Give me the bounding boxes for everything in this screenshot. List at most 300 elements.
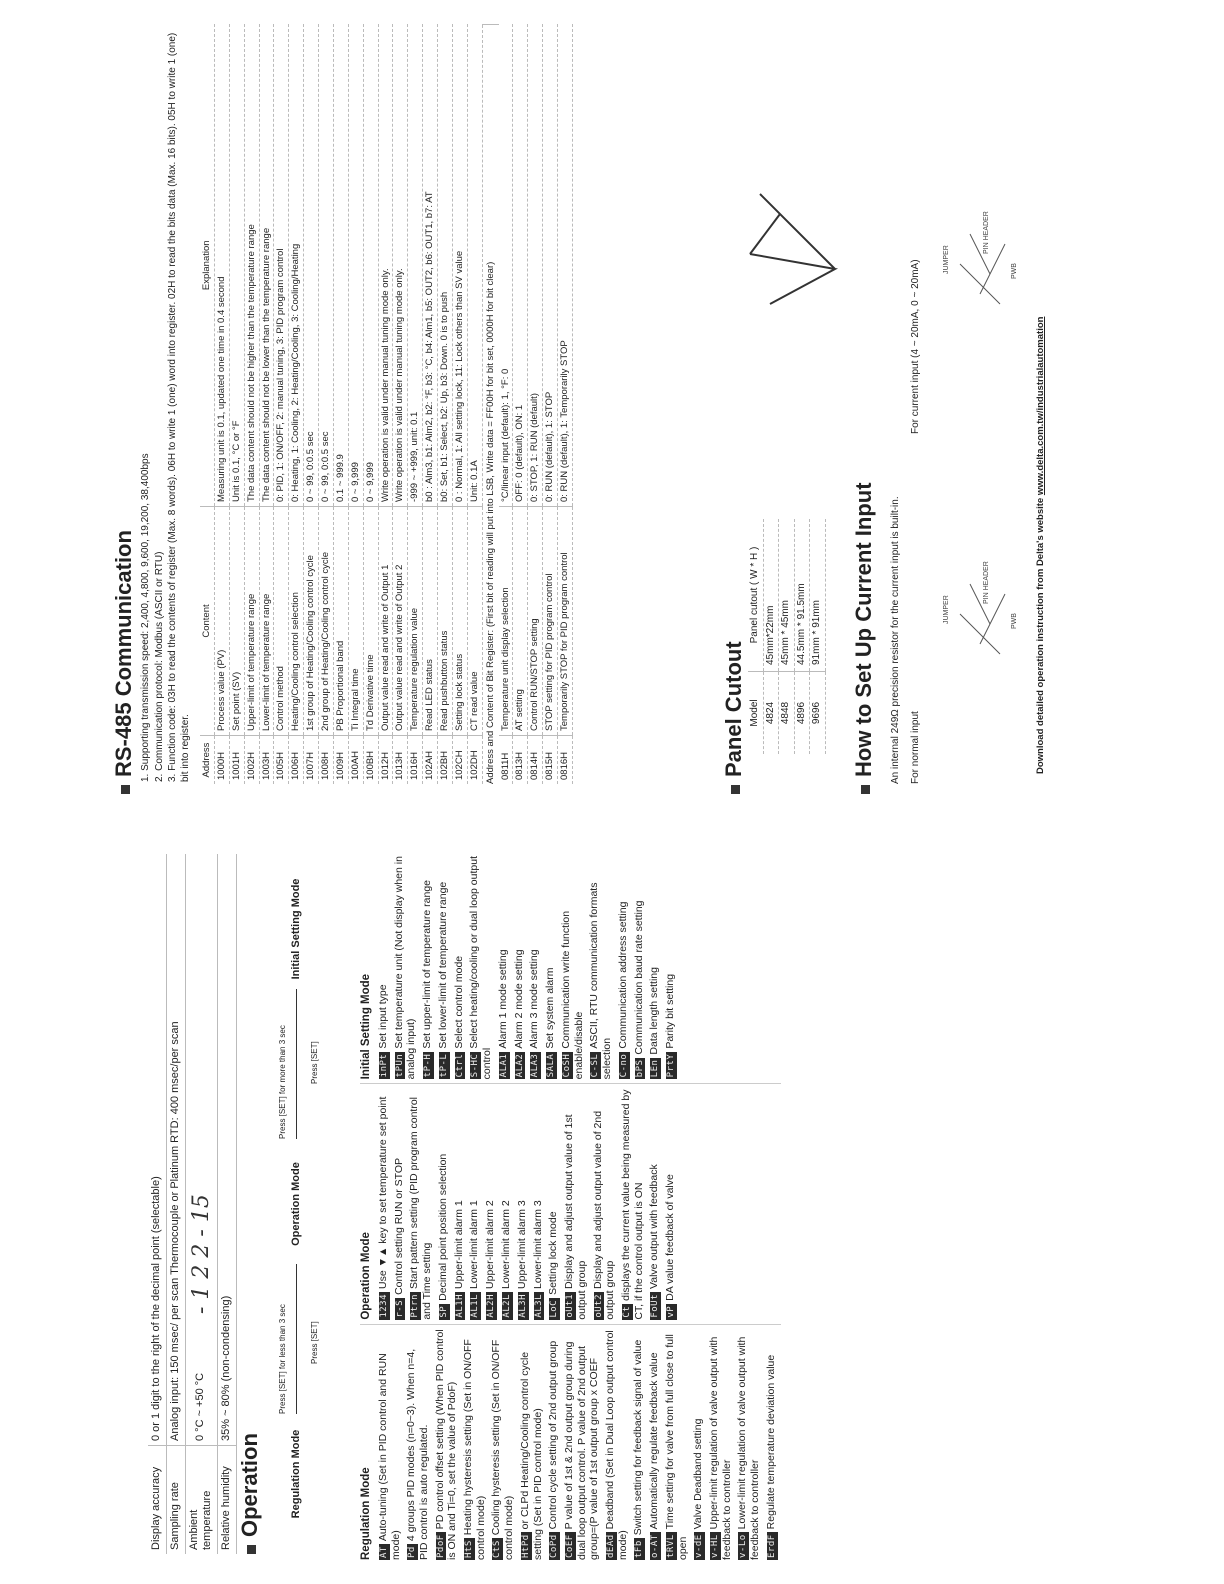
- lcd-code: ALA1: [498, 1053, 509, 1078]
- spec-row: [166, 854, 185, 1554]
- mode-item: [648, 1088, 661, 1319]
- address-body: [214, 25, 572, 785]
- flow-label-press: Press [SET]: [310, 1041, 319, 1084]
- address-cell: 1006H: [289, 736, 304, 785]
- spec-value: 35% ~ 80% (non-condensing): [218, 854, 237, 1446]
- explanation-cell: 0 ~ 9,999: [363, 25, 378, 507]
- rs485-heading: [110, 530, 138, 794]
- model-cell: 4896: [794, 672, 810, 755]
- table-row: [558, 25, 573, 785]
- column-header: Panel cutout ( W * H ): [748, 519, 763, 672]
- lcd-code: PrtY: [666, 1053, 677, 1078]
- lcd-code: r-S: [394, 1299, 405, 1318]
- lcd-code: HtS: [463, 1540, 474, 1558]
- item-text: Select control mode: [452, 955, 465, 1049]
- table-row: [319, 25, 334, 785]
- regulation-heading: Regulation Mode: [360, 1467, 372, 1560]
- content-cell: Control RUN/STOP setting: [528, 507, 543, 736]
- mode-item: [528, 848, 541, 1079]
- item-text: Control cycle setting of 2nd output group: [547, 1340, 560, 1530]
- content-cell: Ti Integral time: [348, 507, 363, 736]
- lcd-code: tRVL: [665, 1534, 676, 1558]
- content-cell: Heating/Cooling control selection: [289, 507, 304, 736]
- address-cell: 0814H: [528, 736, 543, 785]
- explanation-cell: b0 : Alm3, b1: Alm2, b2: °F, b3: °C, b4: Alm1, b5: OUT2, b6: OUT1, b7: AT: [423, 25, 438, 507]
- cutout-cell: 44.5mm * 91.5mm: [794, 519, 810, 672]
- lcd-code: tP-H: [422, 1053, 433, 1078]
- lcd-code: S-HC: [470, 1053, 481, 1078]
- content-cell: 1st group of Heating/Cooling control cycle: [304, 507, 319, 736]
- explanation-cell: Write operation is valid under manual tuning mode only.: [393, 25, 408, 507]
- mode-item: [664, 848, 677, 1079]
- lcd-code: ErdF: [766, 1534, 777, 1558]
- table-row: [499, 25, 513, 785]
- lcd-code: AL1L: [470, 1293, 481, 1318]
- mode-item: [648, 1329, 661, 1560]
- table-row: [229, 25, 244, 785]
- mode-columns: [360, 844, 781, 1564]
- item-text: Lower-limit regulation of valve output with feedback to controller: [736, 1336, 762, 1560]
- item-text: Lower-limit alarm 1: [468, 1200, 481, 1289]
- flow-label-press: Press [SET]: [310, 1321, 319, 1364]
- mode-item: [484, 1088, 497, 1319]
- mode-item: [453, 1088, 466, 1319]
- item-text: Communication baud rate setting: [632, 900, 645, 1055]
- lcd-code: bPS: [634, 1059, 645, 1078]
- lcd-code: vP: [666, 1305, 677, 1318]
- explanation-cell: 0: PID, 1: ON/OFF, 2: manual tuning, 3: PID program control: [274, 25, 289, 507]
- bit-register-note: Address and Content of Bit Register: (First bit of reading will put into LSB, Write data = FF00H for bit set, 0000H for bit clear): [482, 25, 498, 785]
- table-row: [348, 25, 363, 785]
- lcd-code: LEn: [650, 1059, 661, 1078]
- current-input-heading: [850, 482, 878, 794]
- mode-item: [462, 1329, 487, 1560]
- content-cell: CT read value: [467, 507, 482, 736]
- flow-arrow: [296, 1264, 297, 1414]
- item-text: Time setting for valve from full close to full open: [663, 1334, 689, 1560]
- explanation-cell: Write operation is valid under manual tuning mode only.: [378, 25, 393, 507]
- explanation-cell: Unit: 0.1A: [467, 25, 482, 507]
- address-header-row: [200, 25, 214, 785]
- mode-item: [664, 1088, 677, 1319]
- table-row: [810, 519, 826, 754]
- item-text: 4 groups PID modes (n=0~3). When n=4, PID control is auto regulated.: [405, 1348, 430, 1560]
- current-input-title: How to Set Up Current Input: [851, 482, 876, 777]
- item-text: Communication address setting: [616, 901, 629, 1049]
- item-text: Lower-limit alarm 2: [499, 1200, 512, 1289]
- lcd-code: AL3H: [517, 1293, 528, 1318]
- explanation-cell: °C/linear input (default): 1, °F: 0: [499, 25, 513, 507]
- lcd-code: CoEF: [564, 1534, 575, 1558]
- mode-item: [437, 848, 450, 1079]
- content-cell: 2nd group of Heating/Cooling control cycle: [319, 507, 334, 736]
- mode-item: [497, 848, 510, 1079]
- address-cell: 100BH: [363, 736, 378, 785]
- item-text: DA value feedback of valve: [664, 1174, 677, 1301]
- item-text: Start pattern setting (PID program control and Time setting: [408, 1096, 434, 1320]
- item-text: Auto-tuning (Set in PID control and RUN mode): [376, 1353, 402, 1560]
- opmode-heading: Operation Mode: [360, 1232, 372, 1320]
- lcd-code: o-AT: [650, 1534, 661, 1558]
- table-row: [304, 25, 319, 785]
- lcd-code: CoSH: [561, 1053, 572, 1078]
- address-cell: 1001H: [229, 736, 244, 785]
- lcd-code: oUt2: [593, 1293, 604, 1318]
- mode-item: [632, 1329, 645, 1560]
- mode-item: [408, 1088, 433, 1319]
- address-cell: 1002H: [244, 736, 259, 785]
- item-text: Upper-limit regulation of valve output with feedback to controller: [708, 1336, 733, 1560]
- explanation-cell: 0: RUN (default), 1: STOP: [543, 25, 558, 507]
- table-row: [393, 25, 408, 785]
- table-row: [543, 25, 558, 785]
- item-text: Alarm 2 mode setting: [512, 949, 525, 1049]
- address-cell: 1012H: [378, 736, 393, 785]
- initmode-heading: Initial Setting Mode: [360, 973, 372, 1080]
- item-text: Upper-limit alarm 1: [452, 1200, 465, 1289]
- explanation-cell: OFF: 0 (default), ON: 1: [513, 25, 528, 507]
- mode-item: [453, 848, 466, 1079]
- lcd-code: HtPd: [520, 1534, 531, 1558]
- jumper-label: JUMPER: [943, 245, 950, 274]
- address-table: [200, 24, 573, 784]
- mode-item: [405, 1329, 430, 1560]
- mode-flow-diagram: [270, 844, 350, 1524]
- address-cell: 1013H: [393, 736, 408, 785]
- table-row: [259, 25, 274, 785]
- item-text: Use ▼▲ key to set temperature set point: [376, 1096, 389, 1289]
- explanation-cell: 0: RUN (default), 1: Temporarily STOP: [558, 25, 573, 507]
- lcd-code: AL3L: [533, 1293, 544, 1318]
- bullet-square-icon: [861, 785, 870, 794]
- lcd-code: dEAd: [605, 1534, 616, 1558]
- item-text: Deadband (Set in Dual Loop output control mode): [603, 1330, 629, 1560]
- mode-item: [633, 848, 646, 1079]
- table-row: [214, 25, 229, 785]
- content-cell: Read pushbutton status: [438, 507, 453, 736]
- flow-label-less: Press [SET] for less than 3 sec: [278, 1304, 287, 1414]
- table-row: [452, 25, 467, 785]
- model-cell: 9696: [810, 672, 826, 755]
- table-row: [333, 25, 348, 785]
- footer-text: Download detailed operation instruction from Delta's website: [1035, 495, 1046, 774]
- content-cell: Temperature unit display selection: [499, 507, 513, 736]
- address-cell: 0811H: [499, 736, 513, 785]
- content-cell: PB Proportional band: [333, 507, 348, 736]
- lcd-code: Ct: [621, 1305, 632, 1318]
- content-cell: STOP setting for PID program control: [543, 507, 558, 736]
- jumper-label: JUMPER: [943, 595, 950, 624]
- spec-value: 0 °C ~ +50 °C: [185, 854, 218, 1446]
- item-text: Set upper-limit of temperature range: [420, 879, 433, 1049]
- mode-item: [393, 1088, 406, 1319]
- address-cell: 1003H: [259, 736, 274, 785]
- explanation-cell: Measuring unit is 0.1, updated one time in 0.4 second: [214, 25, 229, 507]
- table-row: [244, 25, 259, 785]
- lcd-code: inPt: [378, 1053, 389, 1078]
- item-text: Valve Deadband setting: [692, 1418, 705, 1530]
- address-cell: 1007H: [304, 736, 319, 785]
- mode-item: [468, 848, 493, 1079]
- cutout-cell: 45mm * 45mm: [779, 519, 795, 672]
- table-row: [363, 25, 378, 785]
- address-cell: 1008H: [319, 736, 334, 785]
- lcd-code: CoPd: [549, 1534, 560, 1558]
- pwb-label: PWB: [1011, 613, 1018, 629]
- spec-key: Ambient temperature: [185, 1446, 218, 1555]
- item-text: or CLPd Heating/Cooling control cycle setting (Set in PID control mode): [518, 1351, 544, 1560]
- cutout-cell: 91mm * 91mm: [810, 519, 826, 672]
- lcd-code: SALA: [546, 1053, 557, 1078]
- current-input-diagram: [930, 194, 1020, 324]
- explanation-cell: The data content should not be lower than the temperature range: [259, 25, 274, 507]
- address-cell: 102DH: [467, 736, 482, 785]
- address-cell: 102CH: [452, 736, 467, 785]
- mode-item: [592, 1088, 617, 1319]
- item-text: Upper-limit alarm 2: [484, 1200, 497, 1289]
- content-cell: Read LED status: [423, 507, 438, 736]
- item-text: ASCII, RTU communication formats selection: [588, 882, 614, 1080]
- address-cell: 100AH: [348, 736, 363, 785]
- explanation-cell: 0: STOP, 1: RUN (default): [528, 25, 543, 507]
- lcd-code: AL1H: [454, 1293, 465, 1318]
- mode-item: [563, 1329, 601, 1560]
- content-cell: Control method: [274, 507, 289, 736]
- address-cell: 0815H: [543, 736, 558, 785]
- handwritten-note: - 1 2 2 - 15: [189, 1194, 214, 1314]
- bullet-square-icon: [247, 1545, 256, 1554]
- explanation-cell: Unit is 0.1, °C or °F: [229, 25, 244, 507]
- content-cell: Upper-limit of temperature range: [244, 507, 259, 736]
- table-row: [438, 25, 453, 785]
- diagram-line: [960, 614, 1000, 654]
- lcd-code: CtS: [492, 1540, 503, 1558]
- mode-item: [765, 1329, 778, 1560]
- item-text: Cooling hysteresis setting (Set in ON/OFF control mode): [490, 1339, 516, 1560]
- column-header: Content: [200, 507, 214, 736]
- item-text: Heating hysteresis setting (Set in ON/OFF control mode): [461, 1339, 487, 1560]
- bit-register-note-row: [482, 25, 498, 785]
- initial-column: [360, 844, 781, 1083]
- mode-item: [547, 1088, 560, 1319]
- spec-key: Display accuracy: [148, 1446, 166, 1555]
- mode-item: [516, 1088, 529, 1319]
- panel-cutout-table: [748, 519, 826, 754]
- item-text: Upper-limit alarm 3: [515, 1200, 528, 1289]
- lcd-code: FoUt: [650, 1293, 661, 1318]
- column-header: Explanation: [200, 25, 214, 507]
- table-row: [794, 519, 810, 754]
- model-cell: 4848: [779, 672, 795, 755]
- table-row: [274, 25, 289, 785]
- item-text: Switch setting for feedback signal of value: [632, 1339, 645, 1536]
- content-cell: AT setting: [513, 507, 528, 736]
- flow-initial-mode: Initial Setting Mode: [290, 878, 302, 980]
- flow-regulation-mode: Regulation Mode: [290, 1429, 302, 1519]
- right-column: [0, 14, 1224, 794]
- rs485-note: 2. Communication protocol: Modbus (ASCII or RTU): [153, 551, 165, 782]
- mode-item: [377, 1088, 390, 1319]
- spec-row: [218, 854, 237, 1554]
- item-text: Parity bit setting: [664, 973, 677, 1049]
- explanation-cell: 0 ~ 99, 0:0.5 sec: [319, 25, 334, 507]
- operation-column: [360, 1083, 781, 1323]
- rs485-notes: [140, 22, 193, 782]
- mode-item: [604, 1329, 629, 1560]
- explanation-cell: 0.1 ~ 999.9: [333, 25, 348, 507]
- explanation-cell: 0 ~ 99, 0:0.5 sec: [304, 25, 319, 507]
- lcd-code: AL2H: [486, 1293, 497, 1318]
- lcd-code: SP: [438, 1305, 449, 1318]
- current-input-label: For current input (4 ~ 20mA, 0 ~ 20mA): [910, 259, 921, 434]
- diagram-line: [960, 264, 1000, 304]
- item-text: Lower-limit alarm 3: [531, 1200, 544, 1289]
- mode-item: [560, 848, 585, 1079]
- column-header: Address: [200, 736, 214, 785]
- lcd-code: oUt1: [565, 1293, 576, 1318]
- lcd-code: ALA3: [530, 1053, 541, 1078]
- lcd-code: AL2L: [501, 1293, 512, 1318]
- mode-item: [500, 1088, 513, 1319]
- pin-header-label: PIN HEADER: [983, 561, 990, 604]
- mode-item: [708, 1329, 733, 1560]
- explanation-cell: b0: Set, b1: Select, b2: Up, b3: Down. 0 is to push: [438, 25, 453, 507]
- mode-item: [393, 848, 418, 1079]
- cutout-cell: 45mm*22mm: [763, 519, 779, 672]
- mode-item: [434, 1329, 459, 1560]
- mode-item: [664, 1329, 689, 1560]
- lcd-code: v-dE: [694, 1534, 705, 1558]
- flow-label-more: Press [SET] for more than 3 sec: [278, 1025, 287, 1139]
- lcd-code: ALA2: [514, 1053, 525, 1078]
- regulation-column: [360, 1324, 781, 1564]
- table-row: [528, 25, 543, 785]
- item-text: Set system alarm: [544, 967, 557, 1049]
- mode-item: [648, 848, 661, 1079]
- content-cell: Set point (SV): [229, 507, 244, 736]
- mode-item: [588, 848, 613, 1079]
- address-cell: 0816H: [558, 736, 573, 785]
- lcd-code: C-SL: [590, 1053, 601, 1078]
- lcd-code: LoC: [549, 1299, 560, 1318]
- spec-key: Sampling rate: [166, 1446, 185, 1555]
- content-cell: Process value (PV): [214, 507, 229, 736]
- address-cell: 102AH: [423, 736, 438, 785]
- lcd-code: v-Lo: [738, 1534, 749, 1558]
- mode-item: [563, 1088, 588, 1319]
- mode-item: [513, 848, 526, 1079]
- lcd-code: Ptrn: [410, 1293, 421, 1318]
- explanation-cell: 0 : Normal, 1: All setting lock, 11: Lock others than SV value: [452, 25, 467, 507]
- mode-item: [377, 1329, 402, 1560]
- footer: [1035, 317, 1047, 774]
- item-text: Set temperature unit (Not display when in analog input): [392, 856, 418, 1080]
- rs485-title: RS-485 Communication: [111, 530, 136, 777]
- address-cell: 1005H: [274, 736, 289, 785]
- lcd-code: tP-L: [438, 1053, 449, 1078]
- mode-item: [547, 1329, 560, 1560]
- content-cell: Setting lock status: [452, 507, 467, 736]
- panel-cutout-heading: [720, 641, 748, 794]
- bullet-square-icon: [121, 785, 130, 794]
- lcd-code: tFb: [634, 1540, 645, 1558]
- table-row: [763, 519, 779, 754]
- address-cell: 1016H: [408, 736, 423, 785]
- mode-item: [544, 848, 557, 1079]
- panel-cutout-title: Panel Cutout: [721, 641, 746, 777]
- item-text: P value of 1st & 2nd output group during dual loop output control. P value of 2nd output group=(P value of 1st output group x COEF: [562, 1341, 601, 1560]
- content-cell: Temperature regulation value: [408, 507, 423, 736]
- mode-item: [490, 1329, 515, 1560]
- content-cell: Temporarily STOP for PID program control: [558, 507, 573, 736]
- address-cell: 1009H: [333, 736, 348, 785]
- mode-item: [421, 848, 434, 1079]
- address-cell: 0813H: [513, 736, 528, 785]
- bullet-square-icon: [731, 785, 740, 794]
- mode-item: [532, 1088, 545, 1319]
- item-text: Alarm 1 mode setting: [496, 949, 509, 1049]
- address-cell: 1000H: [214, 736, 229, 785]
- flow-arrow: [296, 989, 297, 1139]
- explanation-cell: 0: Heating, 1: Cooling, 2: Heating/Cooling, 3: Cooling/Heating: [289, 25, 304, 507]
- item-text: Valve output with feedback: [648, 1164, 661, 1289]
- lcd-code: C-no: [618, 1053, 629, 1078]
- explanation-cell: -999 ~ +999, unit: 0.1: [408, 25, 423, 507]
- item-text: Communication write function enable/disable: [559, 910, 585, 1080]
- rs485-note: 3. Function code: 03H to read the contents of register (Max. 8 words). 06H to write 1 (one) word into register. 02H to read the bits data (Max. 16 bits). 05H to write 1 (one) bit into register.: [167, 32, 191, 782]
- lcd-code: 1234: [378, 1293, 389, 1318]
- column-header: Model: [748, 672, 763, 755]
- model-cell: 4824: [763, 672, 779, 755]
- item-text: Display and adjust output value of 2nd output group: [591, 1110, 617, 1320]
- lcd-code: Ctrl: [454, 1053, 465, 1078]
- explanation-cell: 0 ~ 9,999: [348, 25, 363, 507]
- lcd-code: AT: [378, 1546, 389, 1558]
- lcd-code: Pd: [407, 1546, 418, 1558]
- current-intro: An internal 249Ω precision resistor for the current input is built-in.: [890, 496, 901, 784]
- table-row: [467, 25, 482, 785]
- lcd-code: PdoF: [435, 1534, 446, 1558]
- operation-title: Operation: [237, 1433, 262, 1537]
- spec-row: [148, 854, 166, 1554]
- mode-item: [692, 1329, 705, 1560]
- content-cell: Td Derivative time: [363, 507, 378, 736]
- mode-item: [437, 1088, 450, 1319]
- spec-value: 0 or 1 digit to the right of the decimal point (selectable): [148, 854, 166, 1446]
- flow-operation-mode: Operation Mode: [290, 1162, 302, 1246]
- item-text: Regulate temperature deviation value: [764, 1354, 777, 1530]
- content-cell: Output value read and write of Output 2: [393, 507, 408, 736]
- item-text: Display and adjust output value of 1st output group: [563, 1114, 588, 1320]
- table-row: [378, 25, 393, 785]
- delta-website-link[interactable]: www.delta.com.tw/industrialautomation: [1035, 316, 1046, 496]
- table-row: [423, 25, 438, 785]
- item-text: PD control offset setting (When PID control is ON and Ti=0, set the value of PdoF): [433, 1329, 459, 1560]
- cutout-header-row: [748, 519, 763, 754]
- mode-item: [617, 848, 630, 1079]
- content-cell: Lower-limit of temperature range: [259, 507, 274, 736]
- item-text: Setting lock mode: [547, 1211, 560, 1295]
- rs485-note: 1. Supporting transmission speed: 2,400, 4,800, 9,600, 19,200, 38,400bps: [140, 453, 151, 782]
- item-text: Set input type: [376, 984, 389, 1049]
- table-row: [408, 25, 423, 785]
- mode-item: [377, 848, 390, 1079]
- item-text: Set lower-limit of temperature range: [436, 881, 449, 1049]
- spec-key: Relative humidity: [218, 1446, 237, 1555]
- item-text: Decimal point position selection: [436, 1153, 449, 1301]
- operation-heading: [236, 1433, 264, 1554]
- table-row: [779, 519, 795, 754]
